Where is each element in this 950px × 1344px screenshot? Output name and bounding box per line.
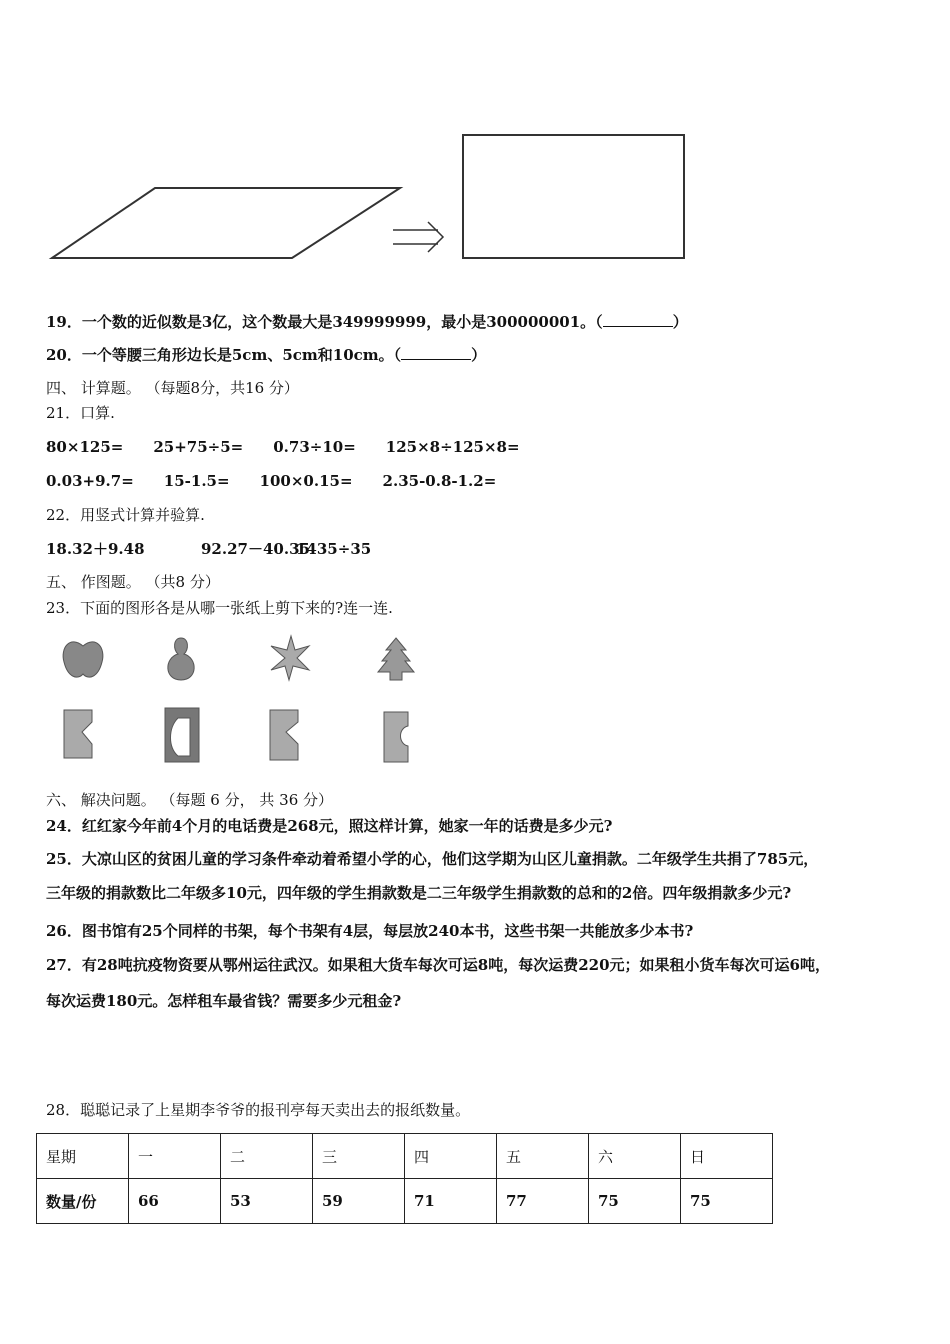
table-cell: 53	[221, 1179, 313, 1224]
q19-text: 19．一个数的近似数是3亿，这个数最大是349999999，最小是300000001。（	[46, 313, 603, 331]
calc-item: 2.35-0.8-1.2=	[382, 472, 497, 490]
table-cell: 66	[129, 1179, 221, 1224]
table-header-row	[37, 1134, 773, 1179]
question-25-line1: 25．大凉山区的贫困儿童的学习条件牵动着希望小学的心，他们这学期为山区儿童捐款。二年级学生共捐了785元，	[46, 850, 819, 868]
parallelogram-to-rectangle-figure	[0, 0, 950, 280]
q20-close: ）	[471, 346, 487, 364]
calc-item: 125×8÷125×8=	[385, 438, 520, 456]
table-cell: 75	[681, 1179, 773, 1224]
vertical-item: 1435÷35	[296, 540, 372, 558]
table-cell: 星期	[37, 1134, 129, 1179]
calc-item: 15-1.5=	[163, 472, 230, 490]
answer-blank[interactable]	[603, 312, 673, 327]
calc-item: 80×125=	[46, 438, 124, 456]
apple-shape-icon	[63, 642, 103, 677]
answer-blank[interactable]	[401, 345, 471, 360]
q20-text: 20．一个等腰三角形边长是5cm、5cm和10cm。（	[46, 346, 402, 364]
calc-item: 0.73÷10=	[273, 438, 356, 456]
section-5-heading: 五、 作图题。 （共8 分）	[46, 573, 220, 591]
cutout-shapes-figure	[0, 630, 950, 770]
vertical-item: 92.27－40.35	[201, 540, 310, 558]
paper-piece-1-icon	[64, 710, 92, 758]
q19-close: ）	[672, 313, 688, 331]
table-cell: 数量/份	[37, 1179, 129, 1224]
calc-row-2	[46, 472, 526, 490]
calc-row-1	[46, 438, 550, 456]
table-cell: 六	[589, 1134, 681, 1179]
flower-shape-icon	[271, 636, 309, 680]
calc-item: 25+75÷5=	[153, 438, 244, 456]
table-cell: 71	[405, 1179, 497, 1224]
section-6-heading: 六、 解决问题。 （每题 6 分， 共 36 分）	[46, 791, 334, 809]
table-cell: 75	[589, 1179, 681, 1224]
newspaper-sales-table	[36, 1133, 773, 1224]
table-row	[37, 1179, 773, 1224]
paper-piece-3-icon	[270, 710, 298, 760]
vertical-item: 18.32＋9.48	[46, 540, 145, 558]
question-27-line2: 每次运费180元。怎样租车最省钱？需要多少元租金?	[46, 992, 402, 1010]
calc-item: 100×0.15=	[259, 472, 353, 490]
table-cell: 一	[129, 1134, 221, 1179]
section-4-heading: 四、 计算题。 （每题8分，共16 分）	[46, 379, 299, 397]
table-cell: 日	[681, 1134, 773, 1179]
tree-shape-icon	[378, 638, 414, 680]
paper-piece-2-icon	[165, 708, 199, 762]
calc-item: 0.03+9.7=	[46, 472, 134, 490]
question-26: 26．图书馆有25个同样的书架，每个书架有4层，每层放240本书，这些书架一共能放多少本书?	[46, 922, 694, 940]
table-cell: 五	[497, 1134, 589, 1179]
question-23: 23．下面的图形各是从哪一张纸上剪下来的?连一连.	[46, 599, 393, 617]
table-cell: 77	[497, 1179, 589, 1224]
question-20	[46, 345, 486, 364]
paper-piece-4-icon	[384, 712, 408, 762]
question-28: 28．聪聪记录了上星期李爷爷的报刊亭每天卖出去的报纸数量。	[46, 1101, 471, 1119]
gourd-shape-icon	[168, 638, 194, 680]
question-22: 22．用竖式计算并验算.	[46, 506, 205, 524]
question-19	[46, 312, 688, 331]
table-cell: 三	[313, 1134, 405, 1179]
table-cell: 四	[405, 1134, 497, 1179]
table-cell: 二	[221, 1134, 313, 1179]
question-27-line1: 27．有28吨抗疫物资要从鄂州运往武汉。如果租大货车每次可运8吨，每次运费220元；如果租小货车每次可运6吨，	[46, 956, 830, 974]
question-25-line2: 三年级的捐款数比二年级多10元，四年级的学生捐款数是二三年级学生捐款数的总和的2倍。四年级捐款多少元?	[46, 884, 792, 902]
question-24: 24．红红家今年前4个月的电话费是268元，照这样计算，她家一年的话费是多少元?	[46, 817, 613, 835]
table-cell: 59	[313, 1179, 405, 1224]
vertical-calc-row	[46, 540, 371, 558]
question-21: 21．口算.	[46, 404, 115, 422]
